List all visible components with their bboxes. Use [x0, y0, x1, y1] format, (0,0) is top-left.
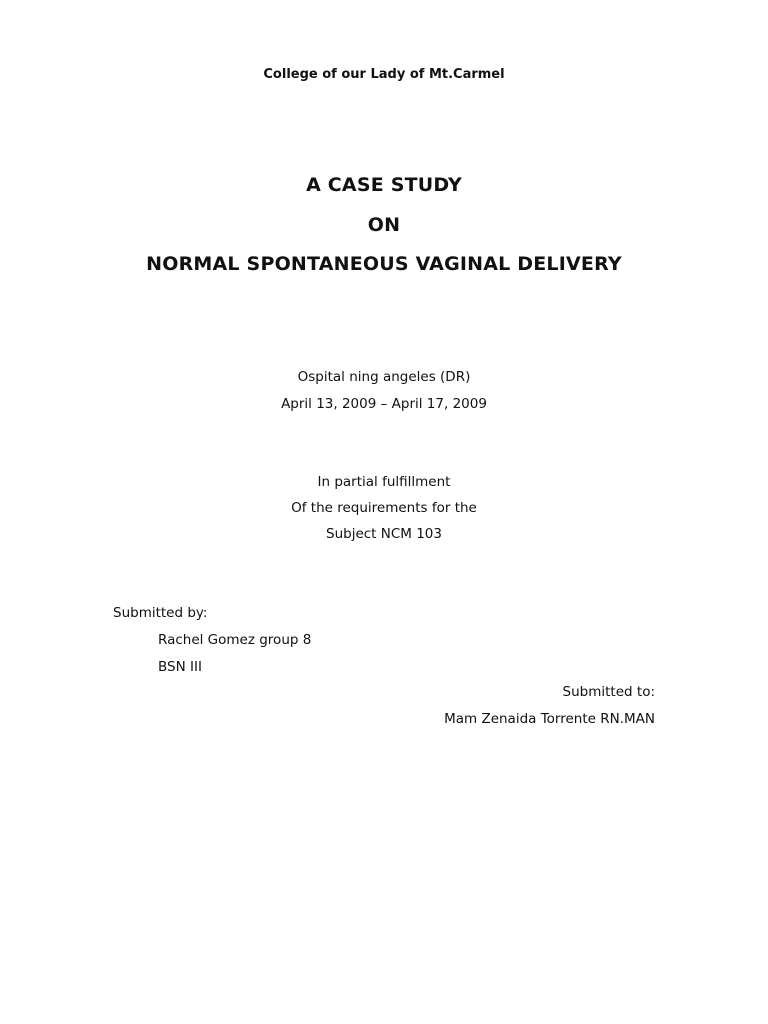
title-line-3: NORMAL SPONTANEOUS VAGINAL DELIVERY: [146, 253, 622, 275]
submitter-year: BSN III: [158, 659, 202, 675]
purpose-line-1: In partial fulfillment: [317, 474, 451, 490]
rotation-dates: April 13, 2009 – April 17, 2009: [281, 396, 487, 412]
hospital-name: Ospital ning angeles (DR): [297, 369, 471, 385]
institution-name: College of our Lady of Mt.Carmel: [263, 67, 505, 82]
purpose-line-3: Subject NCM 103: [326, 526, 442, 542]
submitted-to-label: Submitted to:: [562, 684, 655, 700]
submitter-name: Rachel Gomez group 8: [158, 632, 312, 648]
title-line-2: ON: [367, 214, 401, 236]
recipient-name: Mam Zenaida Torrente RN.MAN: [444, 711, 655, 727]
purpose-line-2: Of the requirements for the: [291, 500, 477, 516]
title-line-1: A CASE STUDY: [306, 174, 462, 196]
submitted-by-label: Submitted by:: [113, 605, 208, 621]
